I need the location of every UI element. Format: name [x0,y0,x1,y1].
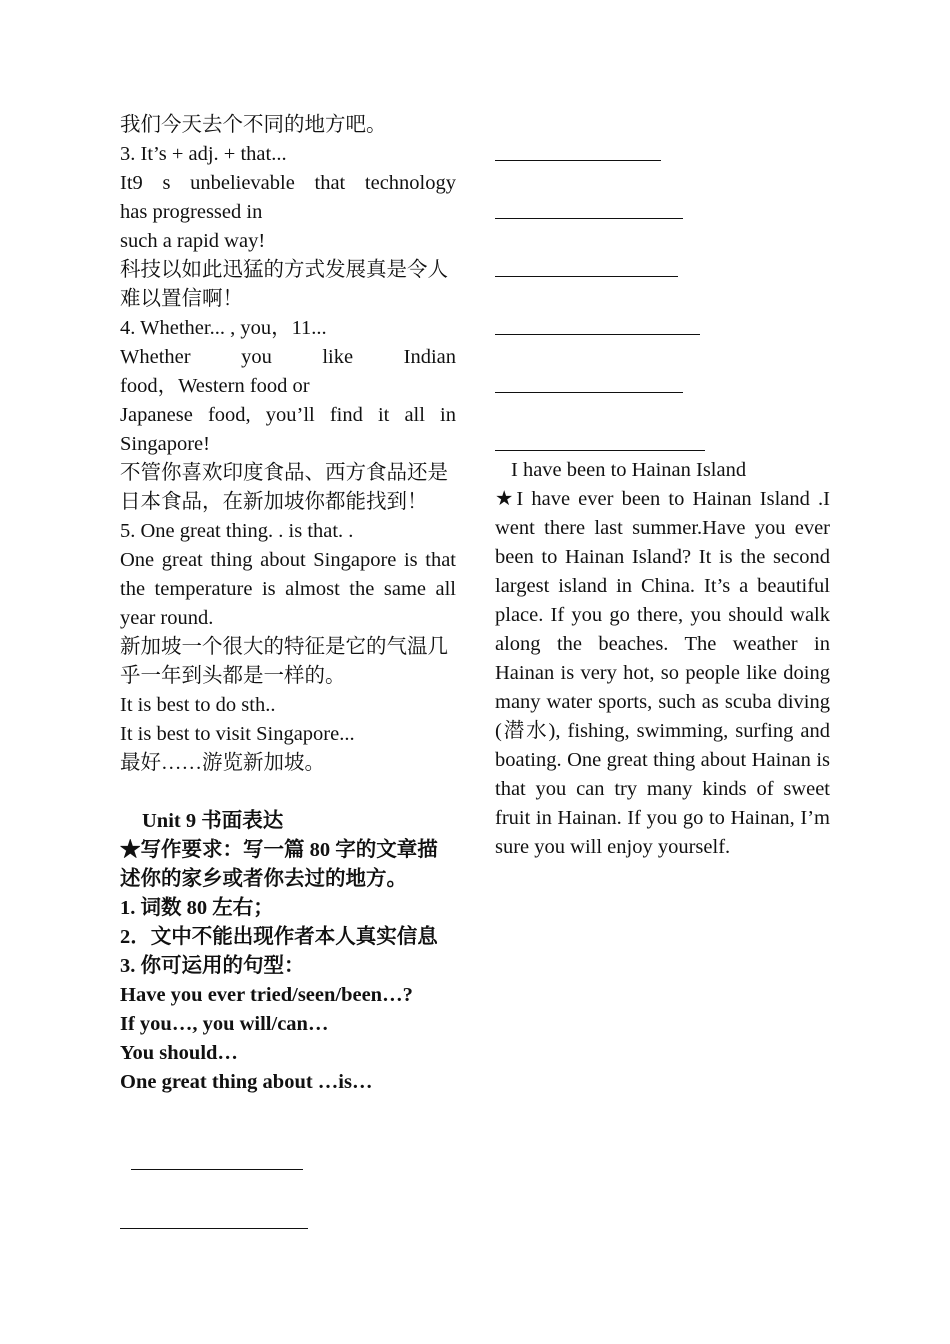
sentence-3-chinese: 科技以如此迅猛的方式发展真是令人难以置信啊！ [120,259,448,310]
sentence-3-title: 3. It’s + adj. + that... [120,143,287,165]
sentence-5-chinese: 新加坡一个很大的特征是它的气温几乎一年到头都是一样的。 [120,636,448,687]
essay-title: I have been to Hainan Island [511,459,747,481]
writing-line [120,1228,308,1229]
unit-heading: Unit 9 书面表达 [142,810,284,832]
sentence-4-english-line-3: Japanese food, you’ll find it all in Singapore! [120,404,456,455]
sentence-4-english-line-2: food，Western food or [120,375,310,397]
requirement-1: 1. 词数 80 左右； [120,897,274,919]
spacer [120,778,456,807]
writing-line [495,334,700,335]
writing-line [495,276,678,277]
best-pattern-chinese: 最好……游览新加坡。 [120,752,325,774]
writing-line [495,450,705,451]
sentence-5-english: One great thing about Singapore is that the temperature is almost the same all year round. [120,549,456,629]
model-essay: ★I have ever been to Hainan Island .I went there last summer.Have you ever been to Hainan Island? It is the second largest island in China. It’s a beautiful place. If you go there, you should walk along the beaches. The weather in Hainan is very hot, so people like doing many water sports, such as scuba diving (潜水), fishing, swimming, surfing and boating. One great thing about Hainan is that you can try many kinds of sweet fruit in Hainan. If you go to Hainan, I’m sure you will enjoy yourself. [495,488,830,858]
best-pattern-2: It is best to visit Singapore... [120,723,355,745]
left-column [120,111,456,1097]
writing-line [495,218,683,219]
sentence-pattern-1: Have you ever tried/seen/been…? [120,984,413,1006]
requirement-3: 3. 你可运用的句型： [120,955,305,977]
writing-requirement: ★写作要求：写一篇 80 字的文章描述你的家乡或者你去过的地方。 [120,839,438,890]
sentence-pattern-4: One great thing about …is… [120,1071,373,1093]
best-pattern-1: It is best to do sth.. [120,694,276,716]
requirement-2: 2．文中不能出现作者本人真实信息 [120,926,438,948]
sentence-3-english-line-1: It9 s unbelievable that technology [120,172,456,194]
sentence-3-english-line-3: such a rapid way! [120,230,266,252]
writing-line [131,1169,303,1170]
writing-line [495,392,683,393]
sentence-2-chinese: 我们今天去个不同的地方吧。 [120,114,387,136]
sentence-5-title: 5. One great thing. . is that. . [120,520,354,542]
sentence-4-title: 4. Whether... , you，11... [120,317,327,339]
sentence-4-english-line-1: Whether you like Indian [120,346,456,368]
sentence-3-english-line-2: has progressed in [120,201,263,223]
sentence-pattern-2: If you…, you will/can… [120,1013,329,1035]
sentence-4-chinese: 不管你喜欢印度食品、西方食品还是日本食品，在新加坡你都能找到！ [120,462,448,513]
sentence-pattern-3: You should… [120,1042,238,1064]
writing-line [495,160,661,161]
